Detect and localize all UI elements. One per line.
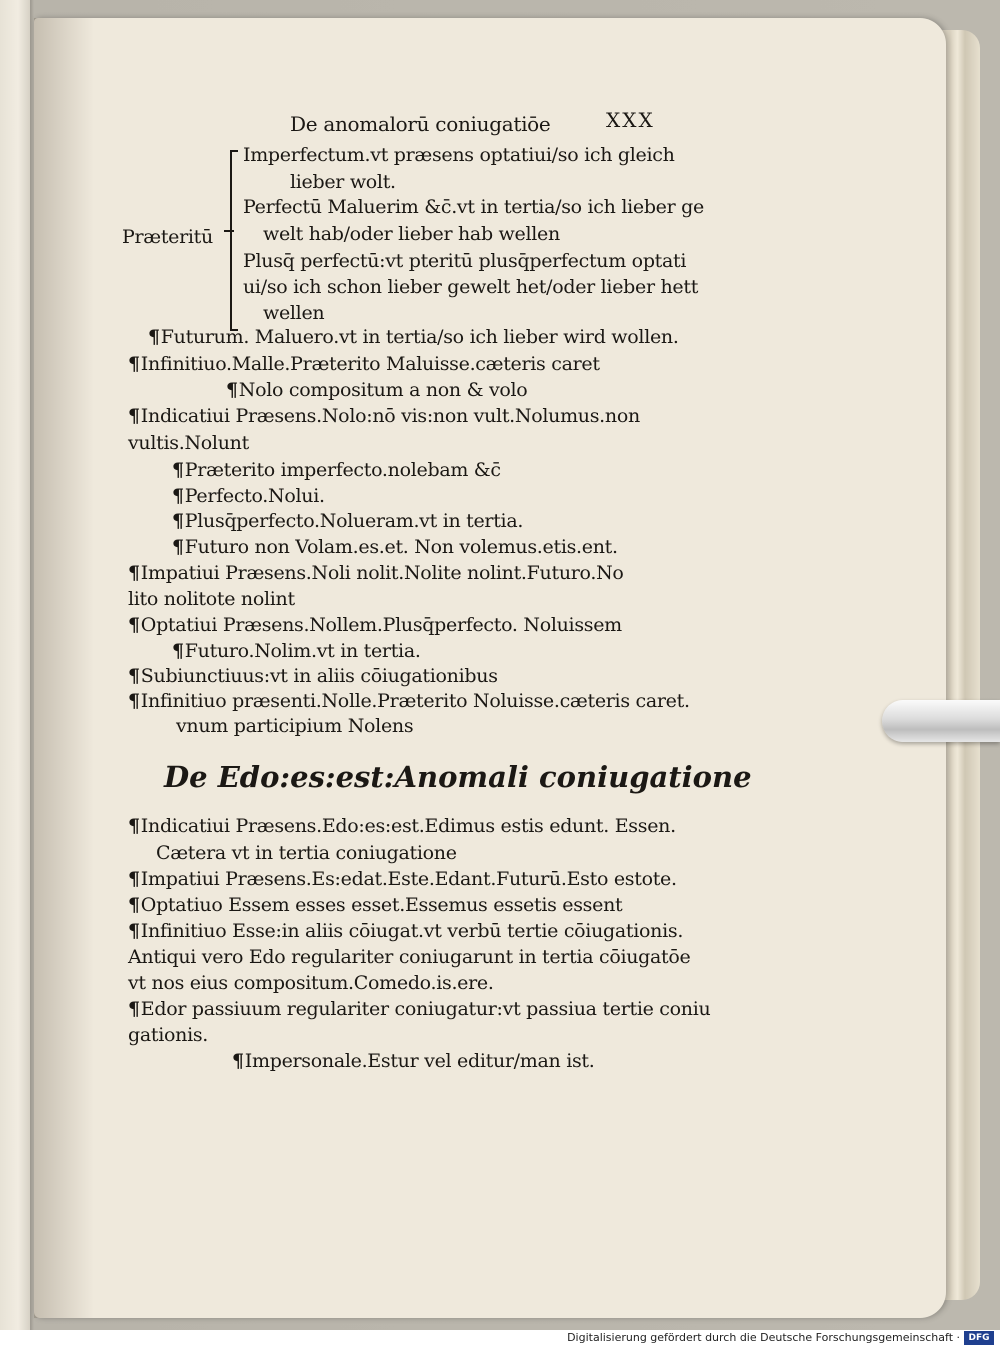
text-line: ¶Infinitiuo Esse:in aliis cōiugat.vt verbū tertie cōiugationis.	[128, 920, 684, 942]
pilcrow-mark: ¶	[172, 485, 184, 507]
text-line: ¶Indicatiui Præsens.Edo:es:est.Edimus estis edunt. Essen.	[128, 815, 676, 837]
running-header: De anomalorū coniugatiōe	[290, 112, 551, 136]
text-line: ¶Edor passiuum regulariter coniugatur:vt passiua tertie coniu	[128, 998, 711, 1020]
brace	[230, 150, 238, 331]
text-line: ¶Nolo compositum a non & volo	[226, 379, 528, 401]
text-line: ¶Subiunctiuus:vt in aliis cōiugationibus	[128, 665, 498, 687]
text-line: ¶Infinitiuo præsenti.Nolle.Præterito Noluisse.cæteris caret.	[128, 690, 690, 712]
text-line: ¶Futuro non Volam.es.et. Non volemus.etis.ent.	[172, 536, 618, 558]
text-line: ¶Indicatiui Præsens.Nolo:nō vis:non vult.Nolumus.non	[128, 405, 640, 427]
text-line: vt nos eius compositum.Comedo.is.ere.	[128, 972, 494, 994]
text-line: wellen	[263, 302, 325, 324]
folio-number: XXX	[606, 108, 655, 132]
pilcrow-mark: ¶	[128, 562, 140, 584]
text-line: Imperfectum.vt præsens optatiui/so ich gleich	[243, 144, 675, 166]
pilcrow-mark: ¶	[128, 690, 140, 712]
pilcrow-mark: ¶	[128, 405, 140, 427]
footer-credit: Digitalisierung gefördert durch die Deutsche Forschungsgemeinschaft ·	[567, 1331, 960, 1344]
text-line: ¶Impatiui Præsens.Noli nolit.Nolite nolint.Futuro.No	[128, 562, 624, 584]
text-line: ¶Impatiui Præsens.Es:edat.Este.Edant.Futurū.Esto estote.	[128, 868, 677, 890]
text-line: Perfectū Maluerim &c̄.vt in tertia/so ich lieber ge	[243, 196, 704, 218]
pilcrow-mark: ¶	[172, 459, 184, 481]
text-line: vultis.Nolunt	[128, 432, 249, 454]
text-line: ¶Plusq̄perfecto.Nolueram.vt in tertia.	[172, 510, 524, 532]
text-line: ¶Impersonale.Estur vel editur/man ist.	[232, 1050, 595, 1072]
pilcrow-mark: ¶	[226, 379, 238, 401]
pilcrow-mark: ¶	[128, 998, 140, 1020]
pilcrow-mark: ¶	[232, 1050, 244, 1072]
text-line: ¶Præterito imperfecto.nolebam &c̄	[172, 459, 501, 481]
section-heading: De Edo:es:est:Anomali coniugatione	[164, 760, 752, 794]
text-line: Antiqui vero Edo regulariter coniugarunt in tertia cōiugatōe	[128, 946, 691, 968]
pilcrow-mark: ¶	[172, 510, 184, 532]
left-page-edge	[0, 0, 30, 1330]
text-line: ¶Futuro.Nolim.vt in tertia.	[172, 640, 421, 662]
pilcrow-mark: ¶	[128, 815, 140, 837]
pilcrow-mark: ¶	[128, 665, 140, 687]
text-line: ¶Infinitiuo.Malle.Præterito Maluisse.cæteris caret	[128, 353, 600, 375]
text-line: welt hab/oder lieber hab wellen	[263, 223, 560, 245]
text-line: Cætera vt in tertia coniugatione	[156, 842, 457, 864]
pilcrow-mark: ¶	[172, 640, 184, 662]
text-line: ¶Perfecto.Nolui.	[172, 485, 325, 507]
pilcrow-mark: ¶	[128, 894, 140, 916]
text-line: lito nolitote nolint	[128, 588, 295, 610]
bracket-label: Præteritū	[122, 226, 213, 248]
pilcrow-mark: ¶	[128, 920, 140, 942]
text-line: Plusq̄ perfectū:vt pteritū plusq̄perfectum optati	[243, 250, 687, 272]
dfg-logo-icon: DFG	[964, 1331, 994, 1345]
text-line: ¶Optatiui Præsens.Nollem.Plusq̄perfecto. Noluissem	[128, 614, 622, 636]
text-line: gationis.	[128, 1024, 209, 1046]
pilcrow-mark: ¶	[128, 614, 140, 636]
pilcrow-mark: ¶	[128, 868, 140, 890]
text-line: vnum participium Nolens	[176, 715, 414, 737]
text-line: ¶Futurum. Maluero.vt in tertia/so ich lieber wird wollen.	[148, 326, 679, 348]
text-line: ¶Optatiuo Essem esses esset.Essemus essetis essent	[128, 894, 623, 916]
text-line: ui/so ich schon lieber gewelt het/oder lieber hett	[243, 276, 699, 298]
page-holder-rod	[882, 700, 1000, 742]
pilcrow-mark: ¶	[128, 353, 140, 375]
text-line: lieber wolt.	[290, 171, 396, 193]
pilcrow-mark: ¶	[172, 536, 184, 558]
pilcrow-mark: ¶	[148, 326, 160, 348]
